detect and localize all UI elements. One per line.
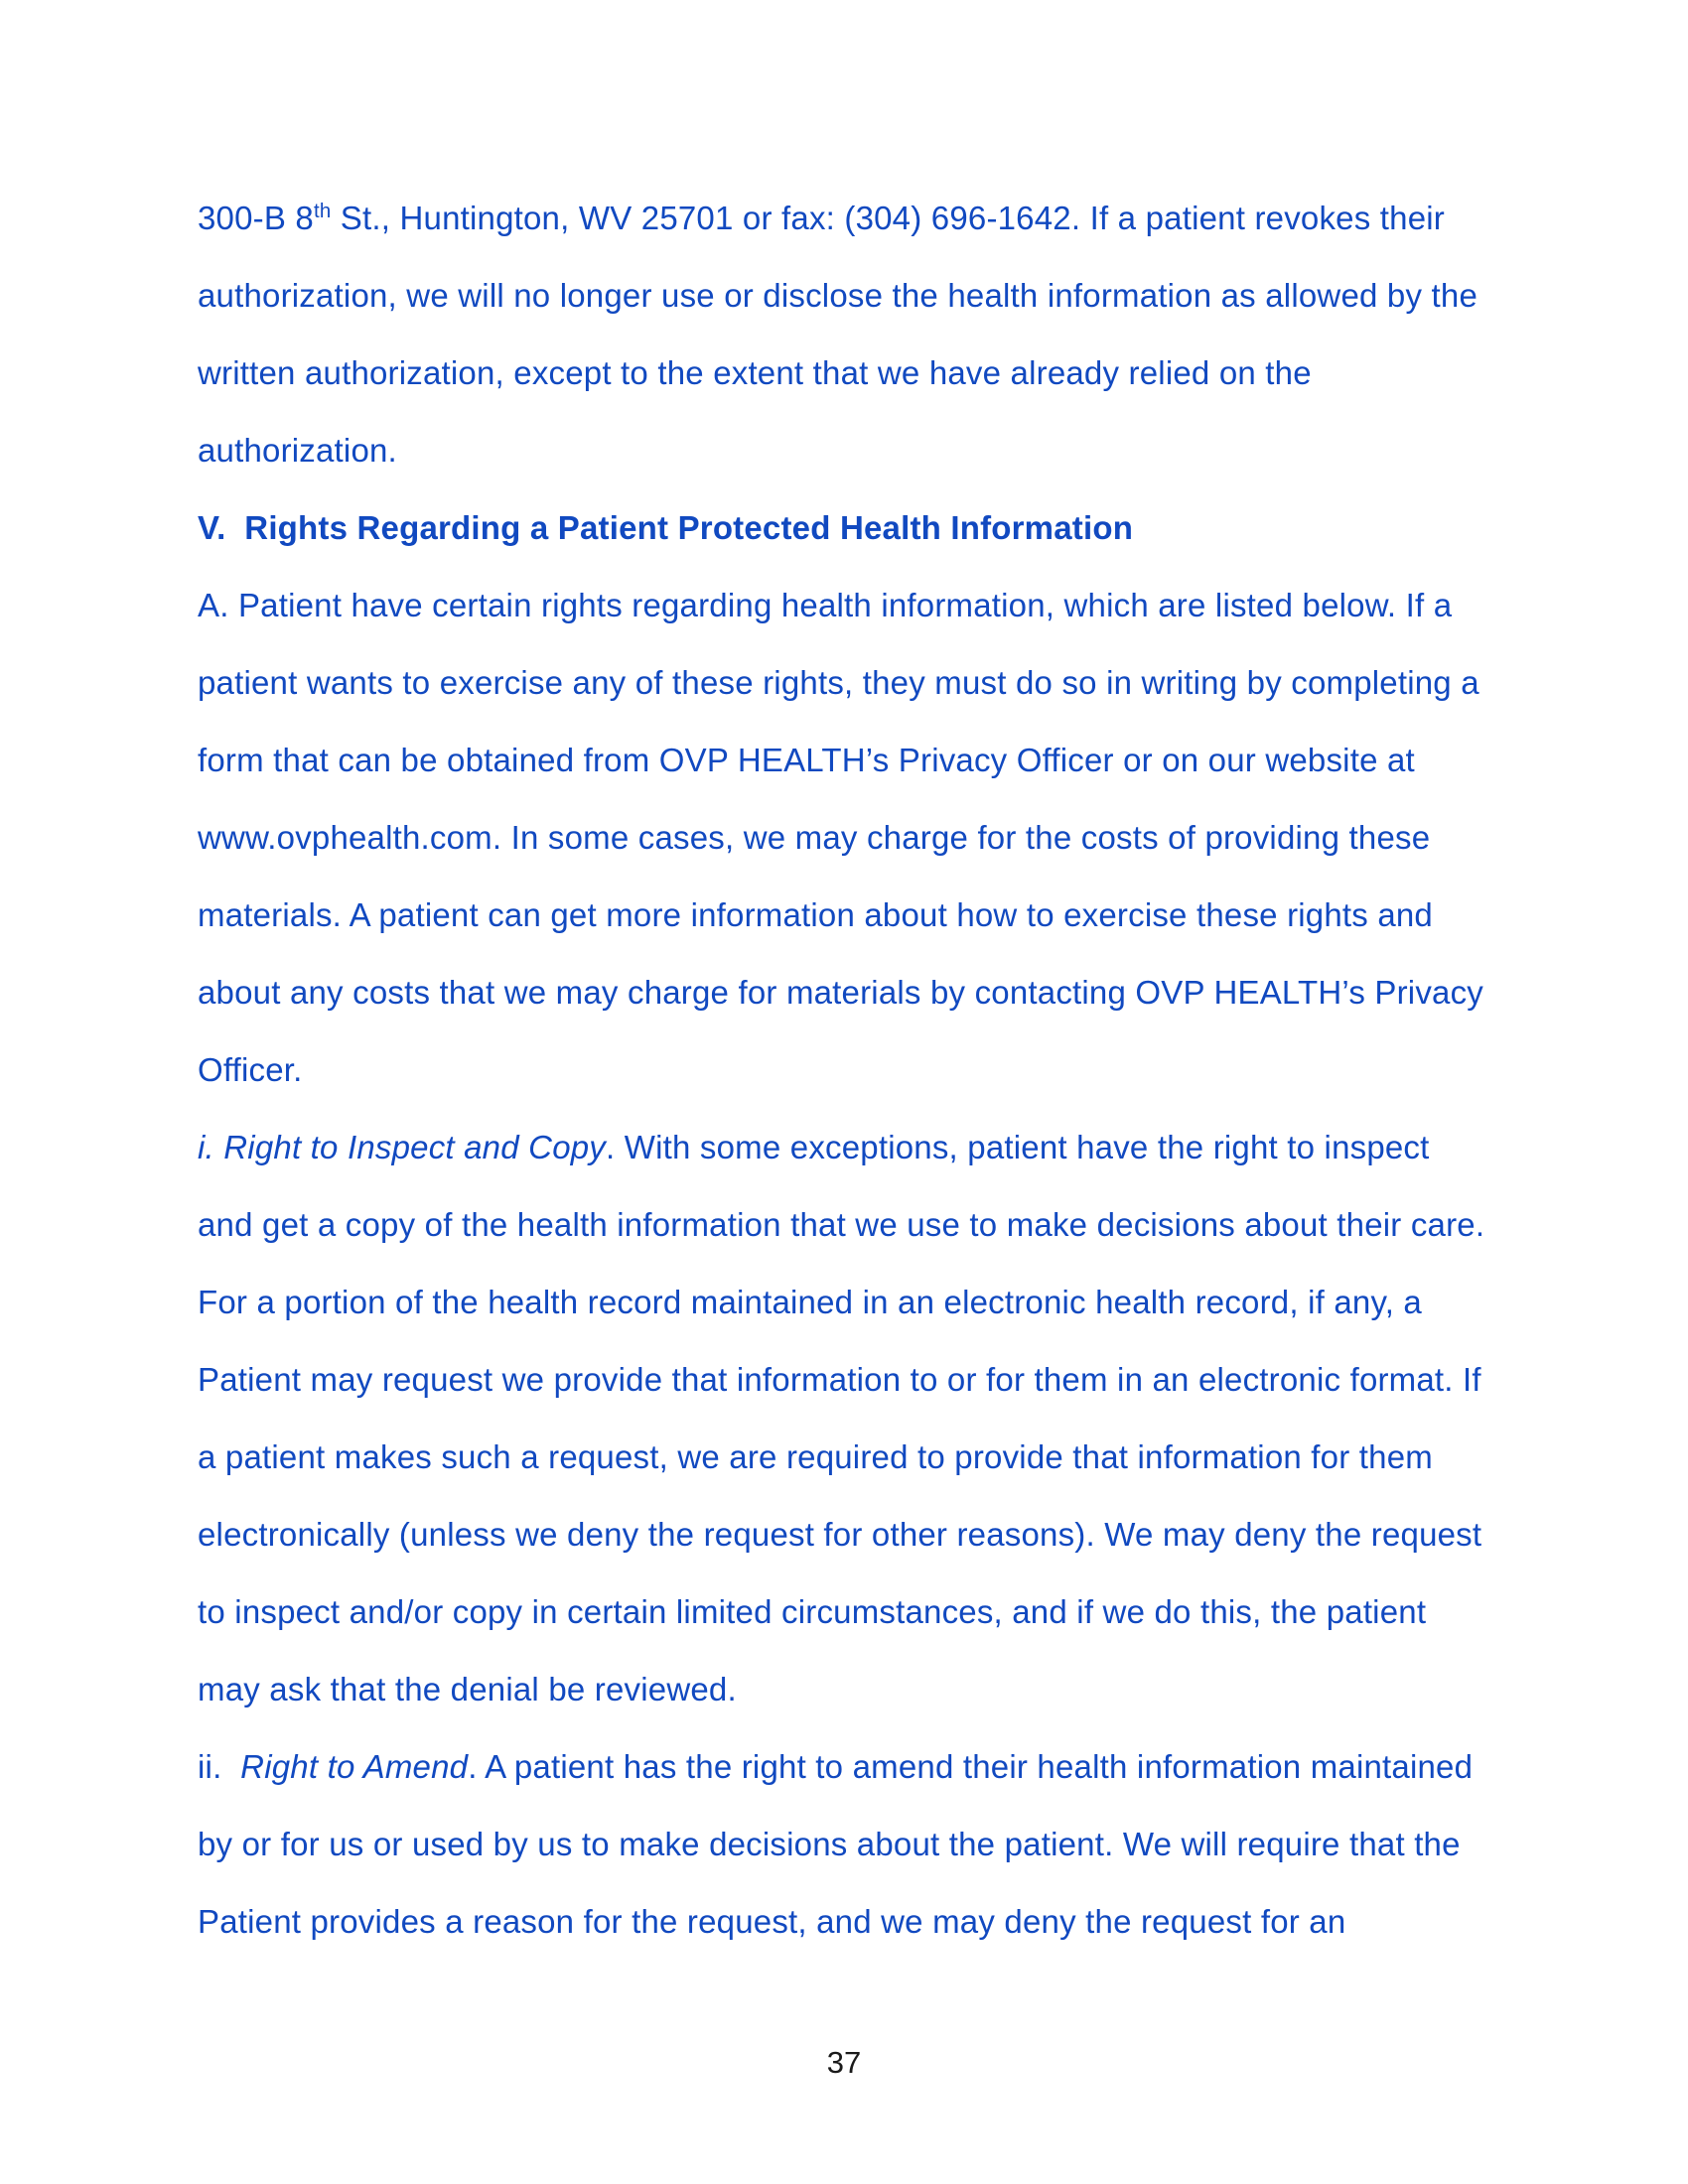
text-segment: St., Huntington, WV 25701 or fax: (304) 696-1642. If a patient revokes their bbox=[331, 200, 1445, 236]
text-segment: by or for us or used by us to make decisions about the patient. We will require that the bbox=[198, 1826, 1461, 1862]
document-line bbox=[198, 180, 1528, 257]
document-line bbox=[198, 644, 1528, 722]
document-line bbox=[198, 1573, 1528, 1651]
document-line bbox=[198, 877, 1528, 954]
text-segment: Officer. bbox=[198, 1051, 303, 1088]
text-segment: patient wants to exercise any of these rights, they must do so in writing by completing a bbox=[198, 664, 1479, 701]
document-line bbox=[198, 1651, 1528, 1728]
document-line bbox=[198, 1186, 1528, 1264]
document-line bbox=[198, 1806, 1528, 1883]
document-line bbox=[198, 1419, 1528, 1496]
text-segment: authorization, we will no longer use or disclose the health information as allowed by the bbox=[198, 277, 1478, 314]
text-segment: may ask that the denial be reviewed. bbox=[198, 1671, 737, 1707]
document-line bbox=[198, 722, 1528, 799]
text-segment: Patient provides a reason for the request, and we may deny the request for an bbox=[198, 1903, 1346, 1940]
text-segment: . With some exceptions, patient have the right to inspect bbox=[606, 1129, 1430, 1165]
text-block bbox=[198, 180, 1528, 1961]
text-segment: Patient may request we provide that information to or for them in an electronic format. If bbox=[198, 1361, 1481, 1398]
text-segment: Right to Amend bbox=[240, 1748, 469, 1785]
text-segment: form that can be obtained from OVP HEALTH’s Privacy Officer or on our website at bbox=[198, 742, 1415, 778]
text-segment: 300-B 8 bbox=[198, 200, 314, 236]
superscript-text: th bbox=[313, 200, 332, 222]
document-line bbox=[198, 799, 1528, 877]
document-line bbox=[198, 335, 1528, 412]
text-segment: to inspect and/or copy in certain limited circumstances, and if we do this, the patient bbox=[198, 1593, 1427, 1630]
text-segment: a patient makes such a request, we are required to provide that information for them bbox=[198, 1438, 1433, 1475]
document-line bbox=[198, 1109, 1528, 1186]
text-segment: written authorization, except to the extent that we have already relied on the bbox=[198, 354, 1312, 391]
text-segment: www.ovphealth.com. In some cases, we may charge for the costs of providing these bbox=[198, 819, 1431, 856]
page-number: 37 bbox=[826, 2045, 862, 2080]
text-segment: ii. bbox=[198, 1748, 241, 1785]
document-line bbox=[198, 412, 1528, 489]
text-segment: electronically (unless we deny the request for other reasons). We may deny the request bbox=[198, 1516, 1482, 1553]
document-line bbox=[198, 954, 1528, 1031]
document-line bbox=[198, 1031, 1528, 1109]
text-segment: authorization. bbox=[198, 432, 397, 469]
document-line bbox=[198, 1496, 1528, 1573]
text-segment: about any costs that we may charge for materials by contacting OVP HEALTH’s Privacy bbox=[198, 974, 1483, 1011]
text-segment: and get a copy of the health information that we use to make decisions about their care. bbox=[198, 1206, 1485, 1243]
text-segment: For a portion of the health record maintained in an electronic health record, if any, a bbox=[198, 1284, 1422, 1320]
document-line bbox=[198, 257, 1528, 335]
text-segment: i. Right to Inspect and Copy bbox=[198, 1129, 606, 1165]
document-line bbox=[198, 1264, 1528, 1341]
document-line bbox=[198, 567, 1528, 644]
document-line bbox=[198, 1883, 1528, 1961]
document-line bbox=[198, 1728, 1528, 1806]
text-segment: A. Patient have certain rights regarding health information, which are listed below. If a bbox=[198, 587, 1453, 623]
document-line bbox=[198, 1341, 1528, 1419]
text-segment: . A patient has the right to amend their health information maintained bbox=[468, 1748, 1474, 1785]
section-heading bbox=[198, 489, 1528, 567]
text-segment: materials. A patient can get more information about how to exercise these rights and bbox=[198, 896, 1433, 933]
text-segment: V. Rights Regarding a Patient Protected Health Information bbox=[198, 509, 1134, 546]
